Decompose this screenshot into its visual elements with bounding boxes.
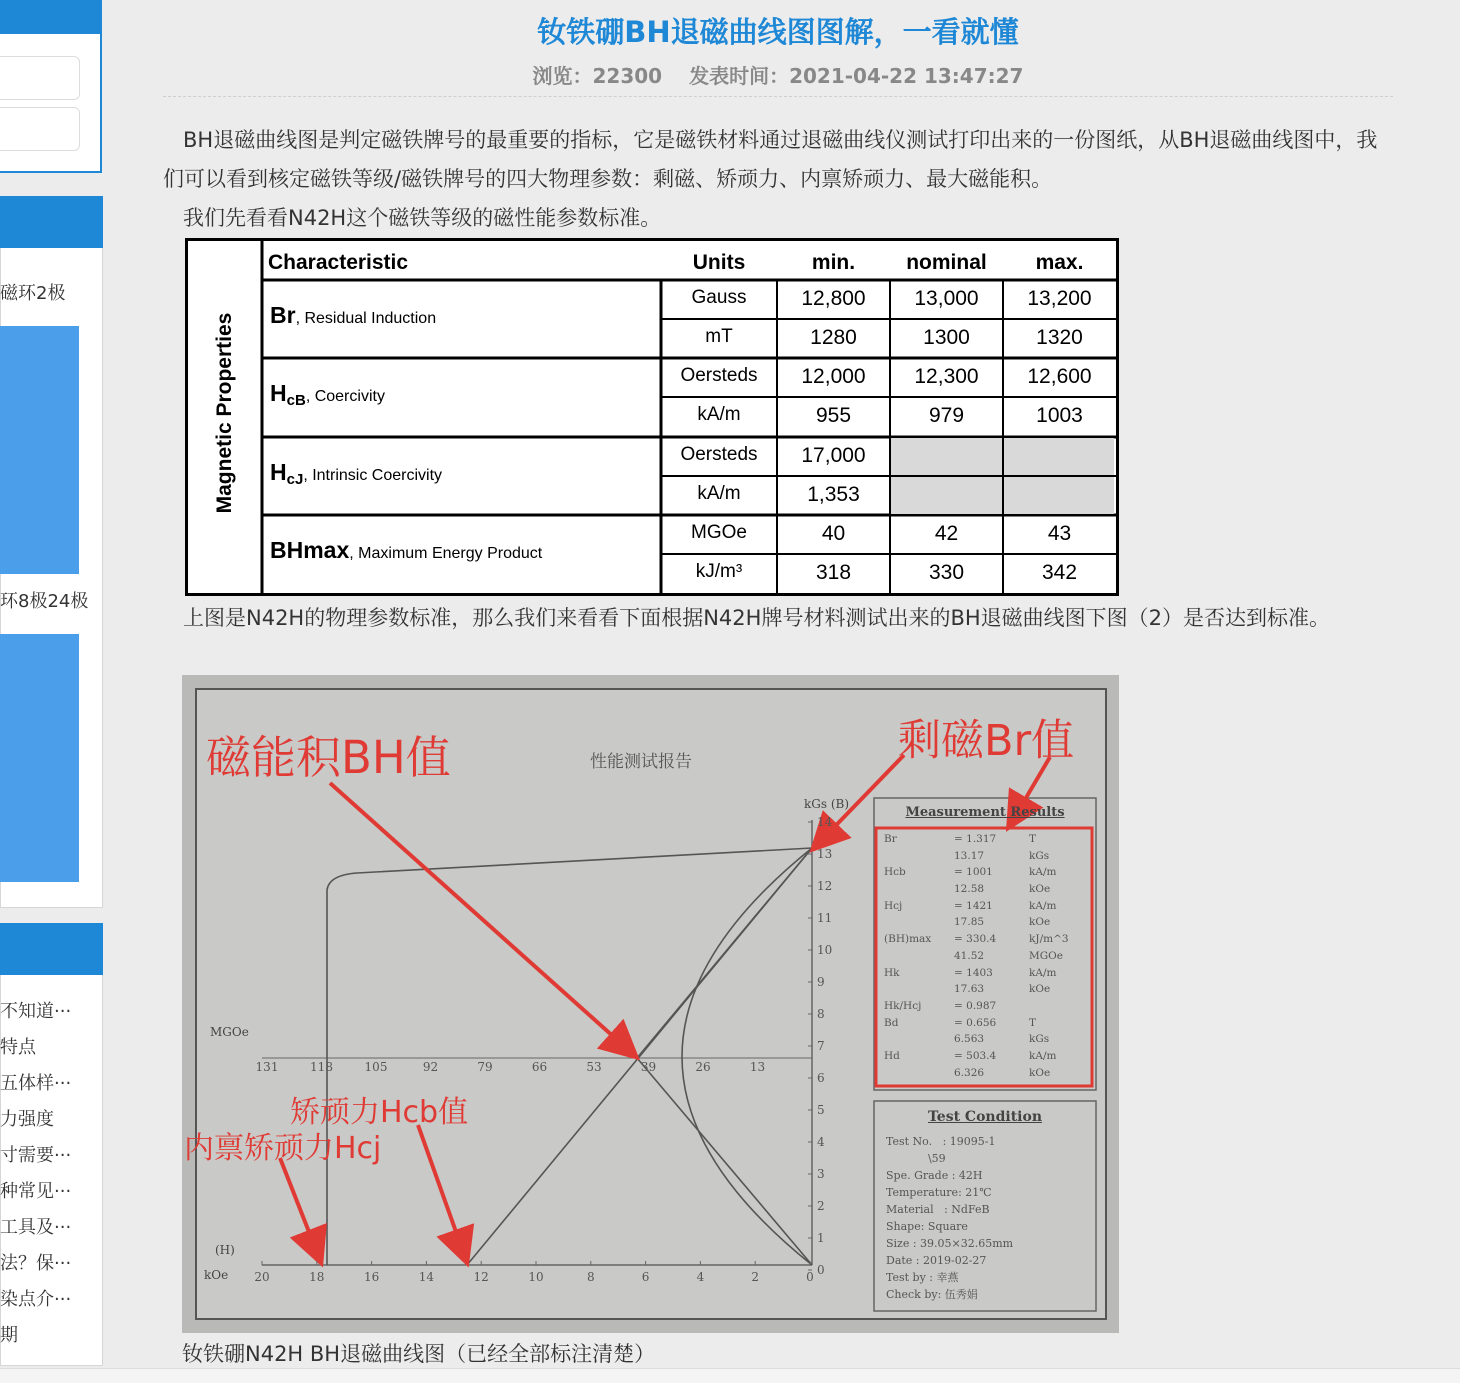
measurement-cell: T — [1029, 1016, 1037, 1029]
b-tick-label: 6 — [817, 1071, 825, 1085]
sidebar-products-header — [0, 196, 103, 248]
sidebar-search-box — [0, 0, 102, 173]
measurement-cell — [1029, 1000, 1079, 1017]
measurement-cell: Br — [884, 833, 897, 845]
measurement-cell: 12.58 — [954, 883, 985, 896]
h-tick-label: 2 — [751, 1270, 759, 1284]
spec-units-cell: mT — [705, 326, 733, 347]
measurement-cell: = 0.987 — [954, 999, 997, 1012]
measurement-row — [884, 850, 1089, 867]
characteristic-subscript: cB — [286, 392, 306, 410]
measurement-cell: Hcb — [884, 866, 906, 879]
measurement-row — [884, 883, 1089, 900]
article-meta — [163, 60, 1393, 89]
side-label: Magnetic Properties — [213, 312, 236, 514]
spec-nominal-cell: 1300 — [923, 326, 970, 349]
spec-units-cell: Oersteds — [680, 444, 758, 465]
spec-units-cell: Gauss — [691, 287, 747, 308]
spec-max-cell: 342 — [1041, 561, 1078, 584]
measurement-cell: kA/m — [1029, 866, 1057, 879]
mgoe-tick-label: 118 — [310, 1060, 333, 1074]
spec-min-cell: 955 — [815, 404, 852, 427]
sidebar-product-image-1[interactable] — [0, 326, 79, 574]
measurement-cell — [884, 1067, 954, 1084]
test-condition-row: Check by: 伍秀娟 — [886, 1288, 978, 1301]
measurement-cell: = 503.4 — [954, 1049, 997, 1062]
h-tick-label: 12 — [473, 1270, 489, 1284]
sidebar-news-link[interactable]: 特点 — [0, 1037, 36, 1058]
sidebar-product-label-2[interactable]: 环8极24极 — [0, 591, 89, 612]
measurement-cell: T — [1029, 833, 1037, 845]
measurement-row — [884, 833, 1089, 850]
measurement-cell: = 0.656 — [954, 1016, 997, 1029]
measurement-cell: 41.52 — [954, 949, 985, 962]
measurement-row — [884, 1050, 1089, 1067]
measurement-cell: MGOe — [1029, 949, 1063, 962]
spec-table-image — [185, 238, 1119, 596]
measurement-cell: kA/m — [1029, 966, 1057, 979]
measurement-row — [884, 900, 1089, 917]
measurement-row — [884, 933, 1089, 950]
header-units: Units — [692, 251, 746, 274]
characteristic-cell — [270, 537, 542, 564]
h-tick-label: 14 — [418, 1270, 435, 1284]
sidebar-news-link[interactable]: 法？保··· — [0, 1253, 72, 1274]
test-condition-row: Date : 2019-02-27 — [886, 1254, 987, 1267]
measurement-cell: 13.17 — [954, 849, 985, 862]
b-tick-label: 11 — [817, 911, 833, 925]
spec-max-cell: 12,600 — [1027, 365, 1092, 388]
b-tick-label: 0 — [817, 1263, 825, 1277]
measurement-row — [884, 1017, 1089, 1034]
characteristic-subscript: cJ — [286, 471, 304, 489]
annotation-br: 剩磁Br值 — [898, 716, 1075, 766]
paragraph-n42h-intro: 我们先看看N42H这个磁铁等级的磁性能参数标准。 — [183, 206, 662, 230]
b-tick-label: 9 — [817, 975, 825, 989]
spec-max-cell: 1320 — [1036, 326, 1083, 349]
measurement-row — [884, 967, 1089, 984]
spec-max-cell: 13,200 — [1027, 287, 1092, 310]
measurement-row — [884, 1000, 1089, 1017]
b-tick-label: 2 — [817, 1199, 825, 1213]
test-condition-row: Shape: Square — [886, 1220, 968, 1233]
measurement-cell: kJ/m^3 — [1029, 933, 1069, 946]
mgoe-tick-label: 39 — [640, 1060, 657, 1074]
measurement-cell: kA/m — [1029, 899, 1057, 912]
h-tick-label: 6 — [641, 1270, 650, 1284]
measurement-cell: kGs — [1029, 849, 1050, 862]
measurement-cell — [884, 883, 954, 900]
measurement-cell: 17.63 — [954, 983, 985, 996]
measurement-cell: Hd — [884, 1049, 900, 1062]
b-tick-label: 10 — [817, 943, 833, 957]
spec-min-cell: 318 — [815, 561, 852, 584]
sidebar-news-link[interactable]: 工具及··· — [0, 1217, 72, 1238]
h-tick-label: 0 — [806, 1270, 814, 1284]
bh-curve-image — [182, 675, 1119, 1333]
test-condition-row: Temperature: 21℃ — [886, 1186, 992, 1199]
b-tick-label: 13 — [817, 847, 833, 861]
characteristic-symbol: BHmax — [270, 537, 350, 563]
sidebar-news-header — [0, 923, 103, 975]
measurement-row — [884, 983, 1089, 1000]
h-tick-label: 4 — [696, 1270, 705, 1284]
annotation-hcj: 内禀矫顽力Hcj — [184, 1131, 382, 1166]
h-tick-label: 18 — [309, 1270, 325, 1284]
measurement-cell: kOe — [1029, 883, 1051, 896]
spec-nominal-cell: 979 — [928, 404, 965, 427]
test-condition-row: Size : 39.05×32.65mm — [886, 1237, 1014, 1250]
spec-min-cell: 17,000 — [801, 444, 866, 467]
measurement-cell — [884, 950, 954, 967]
measurement-cell: Hcj — [884, 899, 903, 912]
measurement-cell — [884, 850, 954, 867]
sidebar-news-link[interactable]: 力强度 — [0, 1109, 54, 1130]
h-tick-label: 10 — [528, 1270, 544, 1284]
header-nominal: nominal — [906, 251, 987, 274]
mgoe-tick-label: 92 — [422, 1060, 439, 1074]
measurement-cell: (BH)max — [884, 933, 932, 946]
spec-nominal-cell: 330 — [928, 561, 965, 584]
sidebar-search-header — [0, 2, 100, 34]
sidebar-product-label-1[interactable]: 磁环2极 — [0, 283, 66, 304]
characteristic-desc: , Coercivity — [305, 388, 385, 405]
axis-label-kgs: kGs (B) — [804, 797, 850, 811]
characteristic-cell — [270, 302, 436, 329]
measurement-cell — [884, 1033, 954, 1050]
mgoe-tick-label: 105 — [364, 1060, 388, 1074]
mgoe-tick-label: 66 — [531, 1060, 548, 1074]
spec-min-cell: 12,000 — [801, 365, 866, 388]
spec-max-cell: 43 — [1047, 522, 1072, 545]
measurement-row — [884, 866, 1089, 883]
sidebar — [0, 0, 104, 1382]
axis-label-mgoe: MGOe — [210, 1025, 249, 1039]
test-condition-row: Material : NdFeB — [886, 1203, 990, 1216]
b-tick-label: 3 — [817, 1167, 825, 1181]
characteristic-symbol: H — [270, 380, 287, 406]
characteristic-desc: , Intrinsic Coercivity — [303, 467, 443, 484]
characteristic-cell — [270, 459, 442, 488]
measurement-cell: Bd — [884, 1016, 899, 1029]
spec-units-cell: kJ/m³ — [695, 561, 743, 582]
h-tick-label: 8 — [586, 1270, 595, 1284]
measurement-cell: = 1403 — [954, 966, 993, 979]
measurement-cell: = 330.4 — [954, 933, 997, 946]
sidebar-news-link[interactable]: 不知道··· — [0, 1001, 72, 1022]
test-condition-title: Test Condition — [927, 1109, 1042, 1125]
article-title: 钕铁硼BH退磁曲线图图解，一看就懂 — [537, 15, 1019, 49]
characteristic-cell — [270, 380, 385, 409]
axis-label-koe: kOe — [204, 1268, 229, 1282]
test-condition-row: Test No. : 19095-1 — [886, 1135, 996, 1148]
b-tick-label: 12 — [817, 879, 833, 893]
measurement-title: Measurement Results — [905, 805, 1065, 820]
measurement-cell: = 1421 — [954, 899, 993, 912]
b-tick-label: 1 — [817, 1231, 825, 1245]
spec-units-cell: MGOe — [691, 522, 747, 543]
spec-units-cell: kA/m — [697, 404, 741, 425]
spec-nominal-cell: 42 — [934, 522, 959, 545]
paragraph-intro: BH退磁曲线图是判定磁铁牌号的最重要的指标，它是磁铁材料通过退磁曲线仪测试打印出来的一份图纸，从BH退磁曲线图中，我们可以看到核定磁铁等级/磁铁牌号的四大物理参数：剩磁、矫顽力、内禀矫顽力、最大磁能积。 — [163, 128, 1378, 191]
b-tick-label: 4 — [817, 1135, 825, 1149]
measurement-cell: 6.326 — [954, 1066, 985, 1079]
b-tick-label: 7 — [817, 1039, 825, 1053]
paragraph-curve-intro: 上图是N42H的物理参数标准，那么我们来看看下面根据N42H牌号材料测试出来的BH退磁曲线图下图（2）是否达到标准。 — [183, 606, 1330, 630]
spec-nominal-cell: 13,000 — [914, 287, 979, 310]
measurement-cell: kGs — [1029, 1033, 1050, 1046]
header-characteristic: Characteristic — [268, 251, 409, 274]
b-tick-label: 14 — [817, 815, 833, 829]
h-tick-label: 20 — [254, 1270, 270, 1284]
spec-max-cell: 1003 — [1036, 404, 1083, 427]
figure-caption: 钕铁硼N42H BH退磁曲线图（已经全部标注清楚） — [182, 1342, 656, 1366]
sidebar-input-1[interactable] — [0, 56, 80, 100]
measurement-row — [884, 1067, 1089, 1084]
report-title: 性能测试报告 — [590, 752, 692, 772]
spec-min-cell: 1,353 — [807, 483, 860, 506]
measurement-cell: kOe — [1029, 1066, 1051, 1079]
measurement-cell: kOe — [1029, 983, 1051, 996]
sidebar-news-link[interactable]: 种常见··· — [0, 1181, 72, 1202]
publish-time: 发表时间：2021-04-22 13:47:27 — [689, 64, 1024, 88]
measurement-cell: Hk/Hcj — [884, 999, 922, 1012]
characteristic-desc: , Maximum Energy Product — [349, 545, 543, 562]
characteristic-desc: , Residual Induction — [295, 310, 437, 327]
characteristic-symbol: H — [270, 459, 287, 485]
mgoe-tick-label: 13 — [749, 1060, 766, 1074]
measurement-row — [884, 916, 1089, 933]
measurement-cell: 6.563 — [954, 1033, 985, 1046]
measurement-row — [884, 1033, 1089, 1050]
measurement-cell: Hk — [884, 966, 900, 979]
measurement-cell — [884, 983, 954, 1000]
measurement-row — [884, 950, 1089, 967]
sidebar-news-link[interactable]: 寸需要··· — [0, 1145, 72, 1166]
characteristic-symbol: Br — [270, 302, 296, 328]
header-min: min. — [811, 251, 856, 274]
mgoe-tick-label: 131 — [255, 1060, 279, 1074]
b-tick-label: 5 — [817, 1103, 825, 1117]
test-condition-row: \59 — [886, 1152, 946, 1165]
annotation-hcb: 矫顽力Hcb值 — [290, 1095, 469, 1130]
mgoe-tick-label: 53 — [586, 1060, 602, 1074]
mgoe-tick-label: 26 — [695, 1060, 711, 1074]
test-condition-row: Test by : 幸燕 — [886, 1271, 959, 1284]
measurement-cell: kOe — [1029, 916, 1051, 929]
view-count: 浏览：22300 — [532, 64, 663, 88]
sidebar-product-image-2[interactable] — [0, 634, 79, 882]
measurement-cell — [884, 916, 954, 933]
sidebar-news-link[interactable]: 染点介··· — [0, 1289, 72, 1310]
sidebar-news-link[interactable]: 期 — [0, 1325, 18, 1346]
spec-nominal-cell: 12,300 — [914, 365, 979, 388]
axis-label-h: (H) — [215, 1243, 235, 1257]
spec-units-cell: Oersteds — [680, 365, 758, 386]
test-condition-row: Spe. Grade : 42H — [886, 1169, 983, 1182]
measurement-cell: 17.85 — [954, 916, 985, 929]
spec-units-cell: kA/m — [697, 483, 741, 504]
measurement-cell: = 1.317 — [954, 833, 997, 845]
measurement-cell: = 1001 — [954, 866, 993, 879]
spec-min-cell: 40 — [821, 522, 846, 545]
h-tick-label: 16 — [363, 1270, 380, 1284]
spec-min-cell: 1280 — [810, 326, 857, 349]
sidebar-input-2[interactable] — [0, 107, 80, 151]
mgoe-tick-label: 79 — [477, 1060, 493, 1074]
annotation-bh: 磁能积BH值 — [206, 731, 451, 784]
header-max: max. — [1035, 251, 1084, 274]
title-divider — [163, 96, 1393, 97]
measurement-cell: kA/m — [1029, 1049, 1057, 1062]
page-bottom-bar — [0, 1368, 1460, 1383]
b-tick-label: 8 — [817, 1007, 825, 1021]
spec-min-cell: 12,800 — [801, 287, 866, 310]
sidebar-news-link[interactable]: 五体样··· — [0, 1073, 72, 1094]
